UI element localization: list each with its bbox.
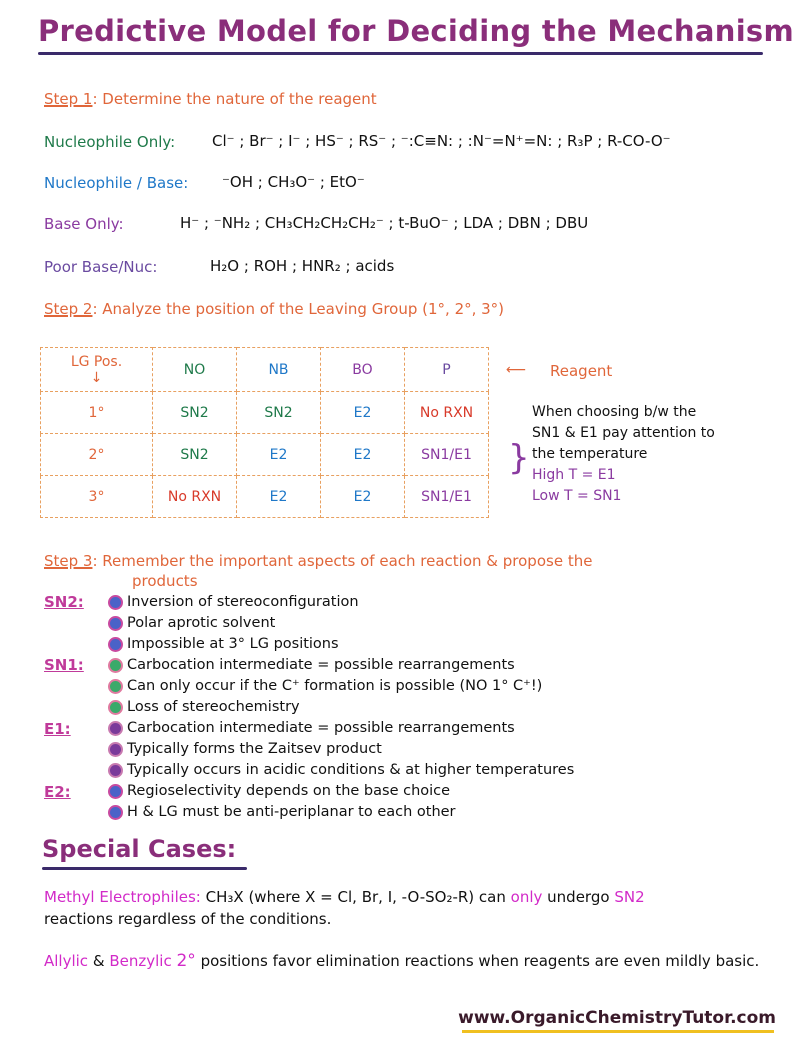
table-cell: No RXN: [153, 476, 237, 518]
sn1-label: SN1:: [44, 656, 84, 674]
reagent-arrow-icon: ⟵: [506, 362, 527, 378]
bullet-icon: [110, 765, 121, 776]
col-header-nb: NB: [237, 348, 321, 392]
methyl-electrophiles-label: Methyl Electrophiles:: [44, 888, 201, 906]
col-header-bo: BO: [321, 348, 405, 392]
table-cell: SN1/E1: [405, 434, 489, 476]
table-cell: SN2: [237, 392, 321, 434]
only-word: only: [510, 888, 543, 906]
methyl-text-2: reactions regardless of the conditions.: [44, 910, 332, 928]
bullet-text: Regioselectivity depends on the base choice: [127, 783, 451, 799]
row-pos: 3°: [41, 476, 153, 518]
list-item: [110, 678, 542, 694]
step3-heading-line2: products: [132, 572, 198, 590]
temperature-note: [532, 402, 715, 507]
bullet-text: Loss of stereochemistry: [127, 699, 300, 715]
brace-icon: }: [508, 438, 530, 478]
poor-base-nuc-label: Poor Base/Nuc:: [44, 258, 158, 276]
col-header-p: P: [405, 348, 489, 392]
bullet-text: Carbocation intermediate = possible rearrangements: [127, 720, 515, 736]
page-title: Predictive Model for Deciding the Mechanism: [38, 14, 795, 48]
step2-heading-text: : Analyze the position of the Leaving Group (1°, 2°, 3°): [92, 300, 505, 318]
bullet-text: Carbocation intermediate = possible rearrangements: [127, 657, 515, 673]
step1-heading: [44, 90, 377, 108]
bullet-text: Typically occurs in acidic conditions & at higher temperatures: [127, 762, 575, 778]
table-cell: E2: [237, 434, 321, 476]
nucleophile-base-label: Nucleophile / Base:: [44, 174, 189, 192]
sn2-word: SN2: [614, 888, 645, 906]
table-cell: SN2: [153, 434, 237, 476]
table-cell: E2: [321, 392, 405, 434]
special-cases-underline: [42, 867, 247, 870]
note-line: the temperature: [532, 446, 648, 462]
list-item: [110, 762, 574, 778]
bullet-text: Inversion of stereoconfiguration: [127, 594, 359, 610]
step3-heading-text: : Remember the important aspects of each reaction & propose the: [92, 552, 593, 570]
nucleophile-only-label: Nucleophile Only:: [44, 133, 176, 151]
list-item: [110, 720, 515, 736]
bullet-icon: [110, 702, 121, 713]
note-line: SN1 & E1 pay attention to: [532, 425, 715, 441]
footer-link[interactable]: www.OrganicChemistryTutor.com: [458, 1008, 776, 1028]
down-arrow-icon: ↓: [90, 369, 103, 386]
table-row: [41, 476, 489, 518]
step2-heading: [44, 300, 504, 318]
bullet-icon: [110, 723, 121, 734]
base-only-label: Base Only:: [44, 215, 124, 233]
table-cell: E2: [321, 434, 405, 476]
amp-word: &: [92, 952, 105, 970]
benzylic-word: Benzylic: [109, 952, 172, 970]
footer-highlight: [462, 1030, 774, 1033]
list-item: [110, 657, 515, 673]
high-temperature-rule: High T = E1: [532, 467, 616, 483]
allylic-benzylic-paragraph: [44, 950, 784, 972]
bullet-icon: [110, 681, 121, 692]
step1-label: Step 1: [44, 90, 93, 108]
table-row: [41, 434, 489, 476]
table-cell: No RXN: [405, 392, 489, 434]
table-cell: SN2: [153, 392, 237, 434]
list-item: [110, 741, 382, 757]
bullet-icon: [110, 618, 121, 629]
table-cell: E2: [237, 476, 321, 518]
list-item: [110, 636, 339, 652]
nucleophile-only-values: Cl⁻ ; Br⁻ ; I⁻ ; HS⁻ ; RS⁻ ; ⁻:C≡N: ; :N⁻=N⁺=N: ; R₃P ; R-CO-O⁻: [212, 132, 671, 150]
bullet-icon: [110, 597, 121, 608]
bullet-text: Can only occur if the C⁺ formation is possible (NO 1° C⁺!): [127, 678, 543, 694]
methyl-electrophiles-paragraph: [44, 886, 784, 930]
bullet-text: Impossible at 3° LG positions: [127, 636, 339, 652]
bullet-text: Typically forms the Zaitsev product: [127, 741, 382, 757]
step3-heading: [44, 552, 592, 570]
bullet-icon: [110, 744, 121, 755]
step2-label: Step 2: [44, 300, 93, 318]
title-underline: [38, 52, 763, 55]
sn2-label: SN2:: [44, 593, 84, 611]
bullet-icon: [110, 807, 121, 818]
nucleophile-base-values: ⁻OH ; CH₃O⁻ ; EtO⁻: [222, 173, 365, 191]
row-pos: 1°: [41, 392, 153, 434]
table-corner: [41, 348, 153, 392]
list-item: [110, 804, 456, 820]
lg-pos-label: LG Pos.: [70, 353, 123, 370]
step3-label: Step 3: [44, 552, 93, 570]
allylic-text: positions favor elimination reactions when reagents are even mildly basic.: [200, 952, 760, 970]
col-header-no: NO: [153, 348, 237, 392]
e2-label: E2:: [44, 783, 71, 801]
special-cases-title: Special Cases:: [42, 835, 237, 863]
low-temperature-rule: Low T = SN1: [532, 488, 622, 504]
step1-heading-text: : Determine the nature of the reagent: [92, 90, 377, 108]
base-only-values: H⁻ ; ⁻NH₂ ; CH₃CH₂CH₂CH₂⁻ ; t-BuO⁻ ; LDA ; DBN ; DBU: [180, 214, 589, 232]
bullet-icon: [110, 660, 121, 671]
undergo-word: undergo: [547, 888, 610, 906]
bullet-icon: [110, 639, 121, 650]
bullet-icon: [110, 786, 121, 797]
row-pos: 2°: [41, 434, 153, 476]
methyl-text: CH₃X (where X = Cl, Br, I, -O-SO₂-R) can: [205, 888, 506, 906]
list-item: [110, 783, 450, 799]
allylic-word: Allylic: [44, 952, 89, 970]
table-cell: E2: [321, 476, 405, 518]
list-item: [110, 699, 300, 715]
table-row: [41, 392, 489, 434]
e1-label: E1:: [44, 720, 71, 738]
poor-base-nuc-values: H₂O ; ROH ; HNR₂ ; acids: [210, 257, 395, 275]
table-header-row: [41, 348, 489, 392]
table-cell: SN1/E1: [405, 476, 489, 518]
two-degree-word: 2°: [176, 951, 196, 971]
bullet-text: H & LG must be anti-periplanar to each other: [127, 804, 456, 820]
list-item: [110, 594, 359, 610]
bullet-text: Polar aprotic solvent: [127, 615, 276, 631]
list-item: [110, 615, 275, 631]
note-line: When choosing b/w the: [532, 404, 697, 420]
reagent-label: Reagent: [550, 362, 613, 380]
leaving-group-table: [40, 347, 489, 518]
